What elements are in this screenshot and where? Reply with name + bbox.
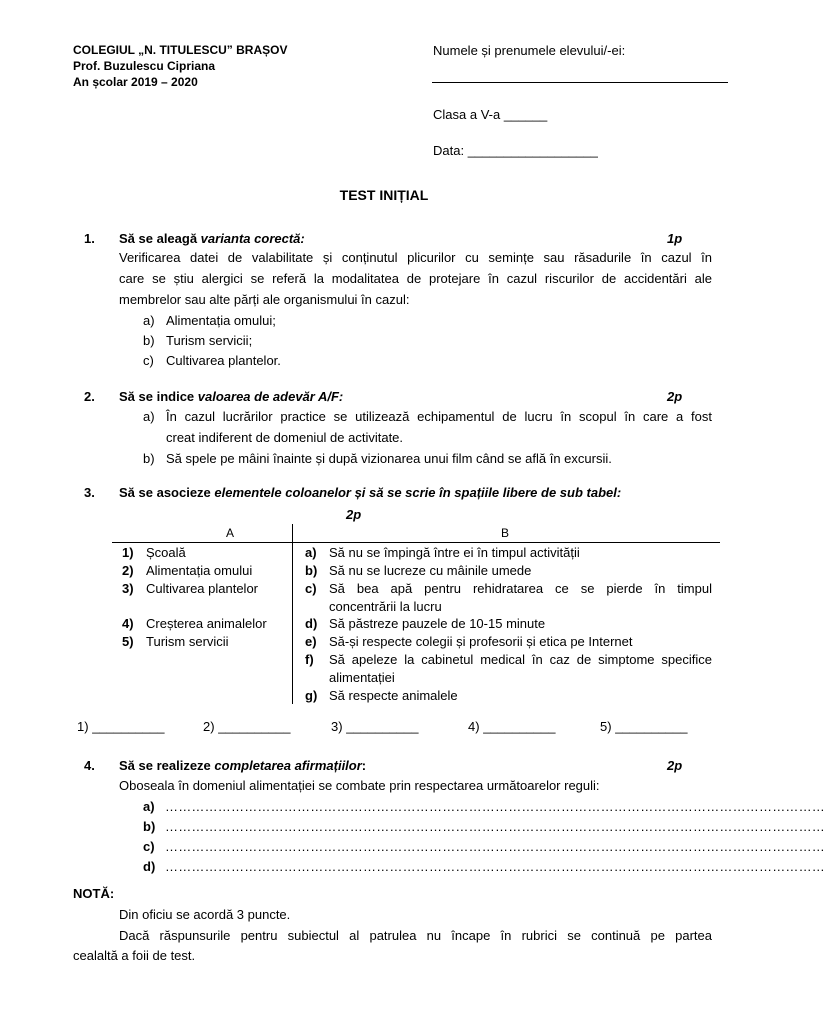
- teacher-name: Prof. Buzulescu Cipriana: [73, 59, 216, 73]
- col-b-item: alimentației: [329, 670, 395, 685]
- q4-fill-line[interactable]: ……………………………………………………………………………………………………………………………………: [165, 819, 825, 834]
- answer-slot-4[interactable]: 4) __________: [468, 719, 556, 734]
- q2-item-text: creat indiferent de domeniul de activitate.: [166, 430, 404, 445]
- q2-item-text: Să spele pe mâini înainte și după vizionarea unui film când se află în excursii.: [166, 451, 612, 466]
- class-field[interactable]: [433, 107, 547, 122]
- q2-instruction: Să se indice valoarea de adevăr A/F:: [119, 389, 344, 404]
- q1-text-line: membrelor sau alte părți ale organismului în cazul:: [119, 292, 410, 307]
- table-column-divider: [292, 524, 293, 704]
- school-year: An școlar 2019 – 2020: [73, 75, 198, 89]
- q4-points: 2p: [667, 758, 683, 773]
- q2-item-text: În cazul lucrărilor practice se utilizează echipamentul de lucru în scopul în care a fost: [166, 409, 712, 424]
- col-b-item: Să-și respecte colegii și profesorii și etica pe Internet: [329, 634, 633, 649]
- date-label: Data:: [433, 143, 465, 158]
- col-b-letter: c): [305, 581, 317, 596]
- col-a-num: 5): [122, 634, 134, 649]
- col-b-item: Să nu se împingă între ei în timpul activității: [329, 545, 580, 560]
- q1-option-text: Cultivarea plantelor.: [166, 353, 281, 368]
- q1-option-letter: b): [143, 333, 155, 348]
- q4-fill-line[interactable]: ……………………………………………………………………………………………………………………………………: [165, 859, 825, 874]
- col-b-item: concentrării la lucru: [329, 599, 442, 614]
- q2-item-letter: b): [143, 451, 155, 466]
- answer-blank[interactable]: __________: [483, 719, 556, 734]
- col-b-item: Să păstreze pauzele de 10-15 minute: [329, 616, 546, 631]
- table-header-divider: [112, 542, 720, 543]
- answer-blank[interactable]: __________: [346, 719, 419, 734]
- q1-option-text: Alimentația omului;: [166, 313, 276, 328]
- col-a-num: 2): [122, 563, 134, 578]
- col-b-letter: f): [305, 652, 314, 667]
- q4-fill-line[interactable]: ……………………………………………………………………………………………………………………………………: [165, 839, 825, 854]
- q4-number: 4.: [84, 758, 95, 773]
- col-a-num: 4): [122, 616, 134, 631]
- q3-instruction: Să se asocieze elementele coloanelor și să se scrie în spațiile libere de sub tabel:: [119, 485, 622, 500]
- q1-text-line: care se știu alergici se referă la modalitatea de protejare în cazul riscurilor de accidentări ale: [119, 271, 712, 286]
- q2-item-letter: a): [143, 409, 155, 424]
- q4-fill-line[interactable]: ……………………………………………………………………………………………………………………………………: [165, 799, 825, 814]
- student-name-label: Numele și prenumele elevului/-ei:: [433, 43, 626, 58]
- q1-option-letter: a): [143, 313, 155, 328]
- col-b-letter: g): [305, 688, 318, 703]
- class-blank[interactable]: ______: [503, 107, 548, 122]
- q2-points: 2p: [667, 389, 683, 404]
- col-a-item: Școală: [146, 545, 186, 560]
- q4-item-letter: b): [143, 819, 156, 834]
- school-name: COLEGIUL „N. TITULESCU” BRAȘOV: [73, 43, 288, 57]
- date-blank[interactable]: __________________: [467, 143, 598, 158]
- q1-text-line: Verificarea datei de valabilitate și conținutul plicurilor cu semințe sau răsadurile în cazul în: [119, 250, 712, 265]
- col-b-item: Să apeleze la cabinetul medical în caz de simptome specifice: [329, 652, 712, 667]
- q4-intro: Oboseala în domeniul alimentației se combate prin respectarea următoarelor reguli:: [119, 778, 600, 793]
- q1-instruction: Să se aleagă varianta corectă:: [119, 231, 305, 246]
- q1-points: 1p: [667, 231, 683, 246]
- col-b-item: Să bea apă pentru rehidratarea ce se pierde în timpul: [329, 581, 712, 596]
- col-a-num: 3): [122, 581, 134, 596]
- column-b-header: B: [501, 526, 510, 540]
- col-a-item: Alimentația omului: [146, 563, 253, 578]
- note-label: NOTĂ:: [73, 886, 115, 901]
- q1-number: 1.: [84, 231, 95, 246]
- answer-slot-1[interactable]: 1) __________: [77, 719, 165, 734]
- q4-item-letter: a): [143, 799, 155, 814]
- q1-option-text: Turism servicii;: [166, 333, 253, 348]
- q4-item-letter: c): [143, 839, 155, 854]
- q2-number: 2.: [84, 389, 95, 404]
- date-field[interactable]: [433, 143, 598, 158]
- q3-number: 3.: [84, 485, 95, 500]
- note-line: Din oficiu se acordă 3 puncte.: [119, 907, 291, 922]
- class-label: Clasa a V-a: [433, 107, 501, 122]
- student-name-line[interactable]: [432, 82, 728, 83]
- answer-blank[interactable]: __________: [615, 719, 688, 734]
- answer-blank[interactable]: __________: [218, 719, 291, 734]
- col-b-item: Să nu se lucreze cu mâinile umede: [329, 563, 532, 578]
- q1-option-letter: c): [143, 353, 154, 368]
- note-line: Dacă răspunsurile pentru subiectul al patrulea nu încape în rubrici se continuă pe partea: [119, 928, 712, 943]
- answer-slot-5[interactable]: 5) __________: [600, 719, 688, 734]
- col-a-item: Turism servicii: [146, 634, 229, 649]
- col-b-letter: a): [305, 545, 317, 560]
- col-b-letter: b): [305, 563, 318, 578]
- note-line: cealaltă a foii de test.: [73, 948, 196, 963]
- column-a-header: A: [226, 526, 235, 540]
- col-a-num: 1): [122, 545, 134, 560]
- col-b-letter: d): [305, 616, 318, 631]
- q4-item-letter: d): [143, 859, 156, 874]
- col-a-item: Creșterea animalelor: [146, 616, 267, 631]
- answer-slot-2[interactable]: 2) __________: [203, 719, 291, 734]
- test-title: TEST INIȚIAL: [339, 187, 429, 203]
- answer-blank[interactable]: __________: [92, 719, 165, 734]
- col-b-letter: e): [305, 634, 317, 649]
- col-b-item: Să respecte animalele: [329, 688, 458, 703]
- q3-points: 2p: [346, 507, 362, 522]
- col-a-item: Cultivarea plantelor: [146, 581, 259, 596]
- q4-instruction: Să se realizeze completarea afirmațiilor:: [119, 758, 367, 773]
- answer-slot-3[interactable]: 3) __________: [331, 719, 419, 734]
